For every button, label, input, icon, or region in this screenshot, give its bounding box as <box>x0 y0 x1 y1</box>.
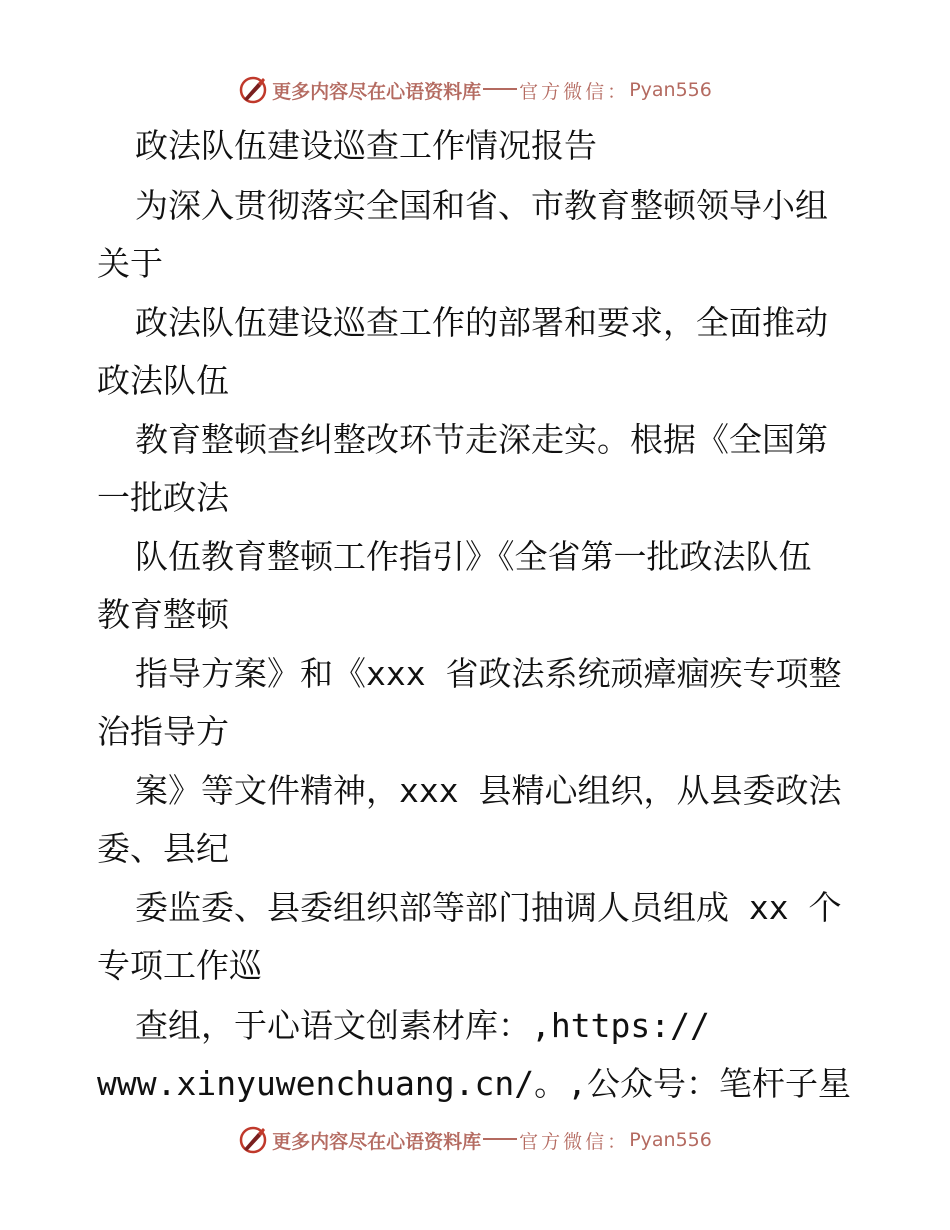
watermark-banner-top <box>0 70 950 110</box>
watermark-official-label: 官方微信： <box>519 1130 630 1153</box>
watermark-main-text: 更多内容尽在心语资料库 <box>272 1130 482 1153</box>
paragraph-line: 委、县纪 <box>97 829 229 868</box>
paragraph-line: 为深入贯彻落实全国和省、市教育整顿领导小组 <box>135 186 828 225</box>
watermark-account-id: Pyan556 <box>629 79 712 101</box>
paragraph-line: 关于 <box>97 244 163 283</box>
watermark-dash <box>483 88 517 90</box>
watermark-banner-bottom <box>0 1120 950 1160</box>
paragraph-line: www.xinyuwenchuang.cn/。,公众号：笔杆子星 <box>97 1064 851 1103</box>
paragraph-line: 查组，于心语文创素材库：,https:// <box>135 1006 710 1045</box>
watermark-official-label: 官方微信： <box>519 80 630 103</box>
quill-pen-icon <box>238 1125 268 1155</box>
watermark-dash <box>483 1138 517 1140</box>
paragraph-line: 教育整顿查纠整改环节走深走实。根据《全国第 <box>135 420 828 459</box>
paragraph-line: 政法队伍建设巡查工作的部署和要求，全面推动 <box>135 303 828 342</box>
watermark-main-text: 更多内容尽在心语资料库 <box>272 80 482 103</box>
paragraph-line: 治指导方 <box>97 712 229 751</box>
paragraph-line: 案》等文件精神，xxx 县精心组织，从县委政法 <box>135 771 842 810</box>
paragraph-line: 委监委、县委组织部等部门抽调人员组成 xx 个 <box>135 888 842 927</box>
paragraph-line: 专项工作巡 <box>97 946 262 985</box>
document-title: 政法队伍建设巡查工作情况报告 <box>135 126 597 165</box>
watermark-account-id: Pyan556 <box>629 1129 712 1151</box>
paragraph-line: 一批政法 <box>97 478 229 517</box>
paragraph-line: 教育整顿 <box>97 595 229 634</box>
paragraph-line: 政法队伍 <box>97 361 229 400</box>
paragraph-line: 指导方案》和《xxx 省政法系统顽瘴痼疾专项整 <box>135 654 842 693</box>
paragraph-line: 队伍教育整顿工作指引》《全省第一批政法队伍 <box>135 537 812 576</box>
quill-pen-icon <box>238 75 268 105</box>
